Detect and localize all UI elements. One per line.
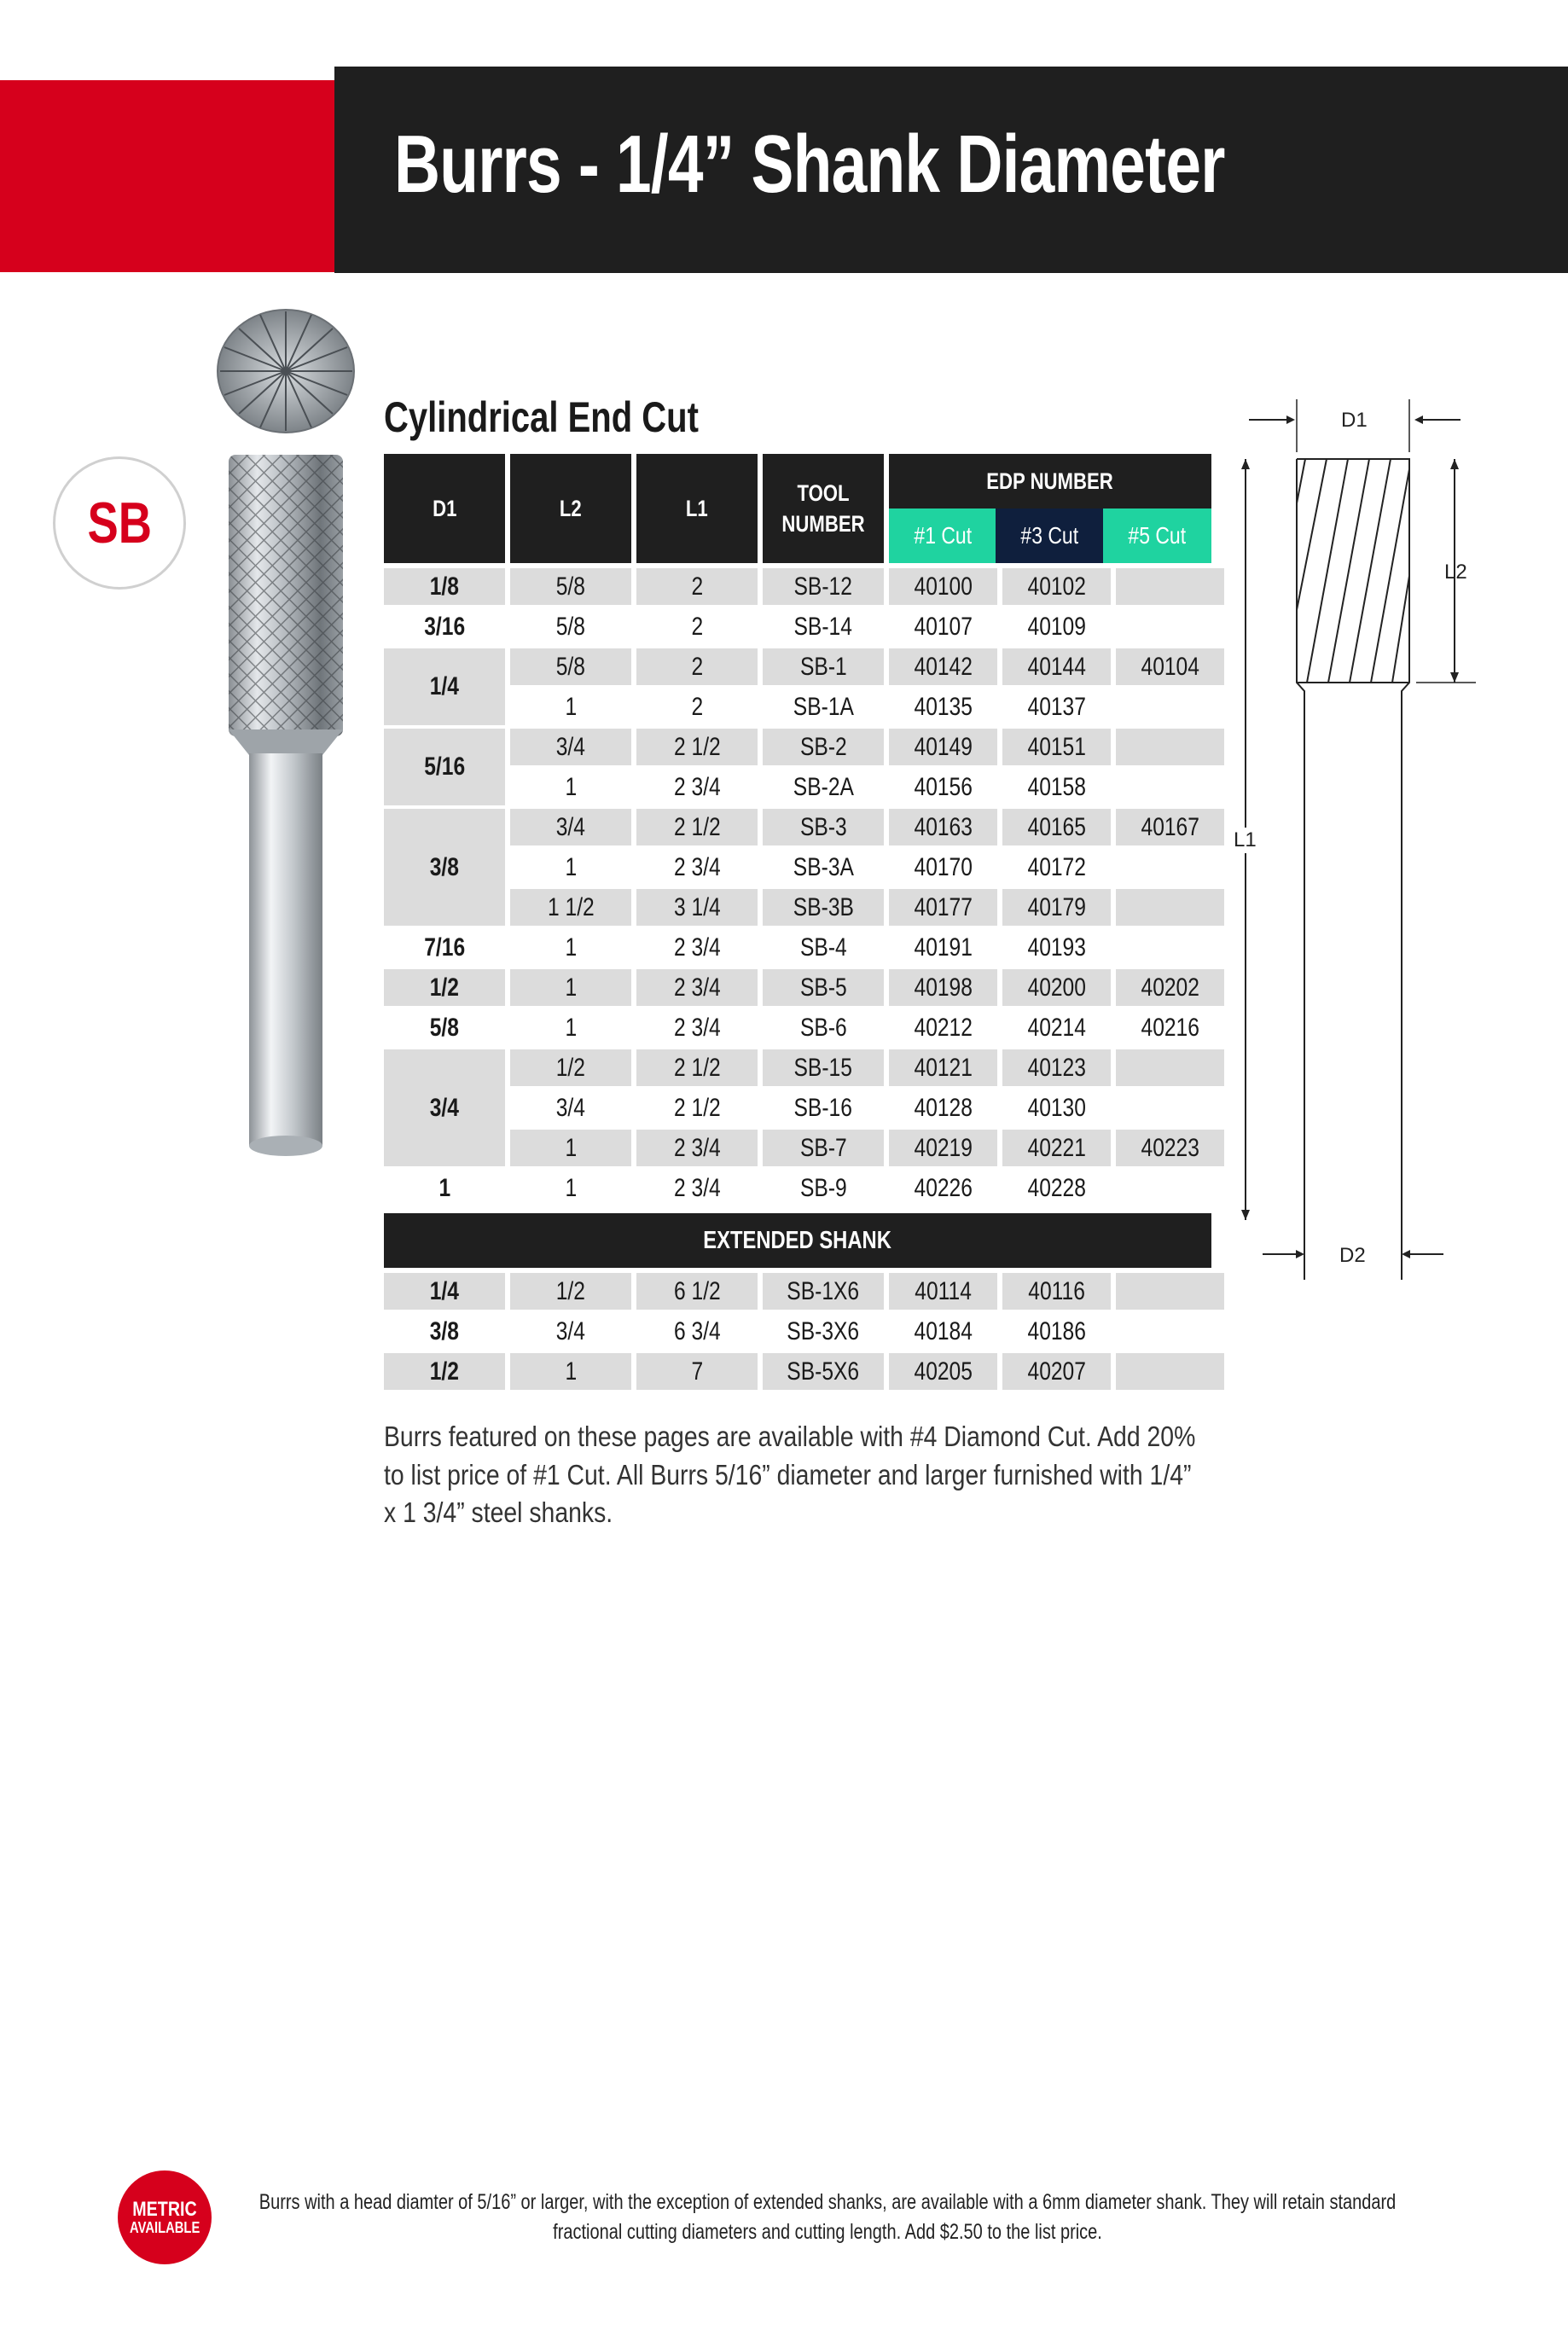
extended-shank-label: EXTENDED SHANK	[703, 1226, 892, 1254]
cell-d1	[384, 1353, 505, 1390]
diagram-label-d2: D2	[1339, 1244, 1366, 1267]
cell-cut1	[889, 849, 997, 886]
cell-l1	[636, 1353, 758, 1390]
dimension-diagram-d2	[1254, 1203, 1467, 1271]
cell-cut3-text: 40102	[1027, 572, 1086, 601]
cell-l1-text: 3 1/4	[673, 892, 721, 921]
cell-d1-spacer	[384, 648, 505, 685]
cell-l1	[636, 1170, 758, 1206]
cell-cut3-text: 40137	[1027, 692, 1086, 721]
cell-tool-number	[763, 568, 884, 605]
header-cut1: #1 Cut	[889, 508, 997, 563]
cell-cut5-text: 40167	[1141, 812, 1199, 841]
cell-tool-number	[763, 1170, 884, 1206]
cell-cut5-text: 40202	[1141, 973, 1199, 1002]
cell-cut3-text: 40144	[1027, 652, 1086, 681]
series-badge-label: SB	[87, 491, 152, 555]
cell-l2-text: 1	[565, 1013, 577, 1042]
cell-l1	[636, 729, 758, 765]
cell-l2-text: 1	[565, 1133, 577, 1162]
cell-l2-text: 1	[565, 1173, 577, 1202]
cell-cut3-text: 40193	[1027, 933, 1086, 962]
cell-tool-number	[763, 969, 884, 1006]
cell-cut3-text: 40179	[1027, 892, 1086, 921]
cell-cut3-text: 40207	[1027, 1357, 1086, 1386]
cell-d1-spacer	[384, 729, 505, 765]
cell-l1	[636, 969, 758, 1006]
cell-d1-group-text: 3/8	[429, 852, 460, 881]
cell-l1-text: 2 3/4	[673, 1013, 721, 1042]
cell-tool-number	[763, 889, 884, 926]
cell-tool-number-text: SB-5	[799, 973, 847, 1002]
cell-l1-text: 2	[691, 612, 703, 641]
table-row	[384, 568, 1224, 605]
cell-d1-group-text: 1/4	[429, 672, 460, 700]
cell-l1	[636, 849, 758, 886]
cell-cut1	[889, 1009, 997, 1046]
cell-d1-group-text: 5/16	[424, 753, 465, 781]
table-row	[384, 929, 1224, 966]
cell-l1	[636, 608, 758, 645]
cell-tool-number-text: SB-4	[799, 933, 847, 962]
table-row	[384, 769, 1224, 805]
cell-l1	[636, 648, 758, 685]
cell-cut3	[1002, 1049, 1111, 1086]
cell-tool-number	[763, 769, 884, 805]
cell-cut3	[1002, 729, 1111, 765]
cell-cut5	[1116, 929, 1224, 966]
cell-cut1	[889, 1170, 997, 1206]
cell-l1-text: 6 1/2	[673, 1276, 721, 1305]
cell-tool-number-text: SB-3B	[793, 892, 854, 921]
cell-l2	[510, 1130, 631, 1166]
cell-cut3	[1002, 1009, 1111, 1046]
cell-d1-text: 1/2	[429, 973, 460, 1002]
header-edp-number: EDP NUMBER	[889, 454, 1211, 508]
cell-tool-number	[763, 929, 884, 966]
cell-l2-text: 1/2	[555, 1053, 586, 1082]
cell-cut3-text: 40214	[1027, 1013, 1086, 1042]
cell-tool-number-text: SB-5X6	[787, 1357, 860, 1386]
cell-tool-number-text: SB-7	[799, 1133, 847, 1162]
cell-d1	[384, 568, 505, 605]
diagram-label-l2: L2	[1444, 561, 1467, 584]
table-row	[384, 608, 1224, 645]
cell-d1	[384, 1009, 505, 1046]
cell-tool-number	[763, 608, 884, 645]
cell-tool-number-text: SB-6	[799, 1013, 847, 1042]
cell-cut1-text: 40107	[914, 612, 973, 641]
cell-cut3	[1002, 1353, 1111, 1390]
cell-tool-number-text: SB-3A	[793, 852, 854, 881]
cell-tool-number-text: SB-2	[799, 732, 847, 761]
cell-cut5	[1116, 689, 1224, 725]
cell-l2	[510, 929, 631, 966]
cell-d1-spacer	[384, 889, 505, 926]
cell-l2	[510, 809, 631, 845]
cell-cut1-text: 40170	[914, 852, 973, 881]
header-d1: D1	[384, 454, 505, 563]
cell-tool-number-text: SB-16	[793, 1093, 853, 1122]
cell-l2-text: 3/4	[555, 812, 586, 841]
cell-l1	[636, 1273, 758, 1310]
cell-l1-text: 7	[691, 1357, 703, 1386]
cell-l1-text: 2 1/2	[673, 732, 721, 761]
cell-l2-text: 1	[565, 692, 577, 721]
diamond-cut-note: Burrs featured on these pages are available with #4 Diamond Cut. Add 20% to list price of #1 Cut. All Burrs 5/16” diameter and larger furnished with 1/4” x 1 3/4” steel shanks.	[384, 1421, 1196, 1529]
cell-cut1-text: 40191	[914, 933, 973, 962]
cell-tool-number-text: SB-1A	[793, 692, 854, 721]
cell-tool-number-text: SB-12	[793, 572, 853, 601]
cell-l2	[510, 1273, 631, 1310]
cell-l1-text: 2 3/4	[673, 973, 721, 1002]
cell-cut1	[889, 969, 997, 1006]
header-l2: L2	[510, 454, 631, 563]
table-row	[384, 1273, 1224, 1310]
header-red-band	[0, 80, 341, 272]
cell-l2	[510, 729, 631, 765]
cell-cut3	[1002, 849, 1111, 886]
table-row	[384, 1170, 1224, 1206]
section-title: Cylindrical End Cut	[384, 393, 699, 441]
cell-cut1	[889, 809, 997, 845]
cell-l1-text: 2	[691, 652, 703, 681]
cell-d1-text: 5/8	[429, 1013, 460, 1042]
cell-l2	[510, 849, 631, 886]
diagram-label-d1: D1	[1341, 409, 1368, 432]
header-cut5: #5 Cut	[1103, 508, 1211, 563]
cell-cut5	[1116, 568, 1224, 605]
table-row	[384, 1090, 1224, 1126]
cell-l2	[510, 1170, 631, 1206]
cell-tool-number-text: SB-1	[799, 652, 847, 681]
table-row	[384, 1130, 1224, 1166]
cell-l2-text: 1 1/2	[547, 892, 595, 921]
cell-d1	[384, 1313, 505, 1350]
cell-d1-spacer	[384, 849, 505, 886]
cell-l1	[636, 1313, 758, 1350]
cell-tool-number	[763, 1313, 884, 1350]
cell-l1-text: 2 3/4	[673, 933, 721, 962]
cell-cut3-text: 40200	[1027, 973, 1086, 1002]
cell-d1-text: 1/2	[429, 1357, 460, 1386]
cell-cut3-text: 40109	[1027, 612, 1086, 641]
cell-d1	[384, 969, 505, 1006]
cell-cut1	[889, 608, 997, 645]
cell-l1-text: 2 3/4	[673, 1133, 721, 1162]
cell-cut1-text: 40100	[914, 572, 973, 601]
cell-cut1	[889, 729, 997, 765]
cell-l2-text: 1	[565, 852, 577, 881]
footer-note: Burrs with a head diamter of 5/16” or larger, with the exception of extended shanks, are available with a 6mm diameter shank. They will retain standard fractional cutting diameters and cutting length. Add $2.50 to the list price.	[258, 2190, 1397, 2244]
cell-tool-number	[763, 809, 884, 845]
cell-cut5	[1116, 889, 1224, 926]
cell-l1-text: 6 3/4	[673, 1316, 721, 1345]
cell-cut1-text: 40142	[914, 652, 973, 681]
cell-cut1-text: 40226	[914, 1173, 973, 1202]
cell-cut3	[1002, 969, 1111, 1006]
cell-cut3	[1002, 608, 1111, 645]
cell-l2	[510, 1049, 631, 1086]
cell-cut5	[1116, 1313, 1224, 1350]
cell-cut5	[1116, 608, 1224, 645]
cell-l1-text: 2 1/2	[673, 812, 721, 841]
table-row	[384, 689, 1224, 725]
cell-cut1-text: 40177	[914, 892, 973, 921]
cell-cut1	[889, 1130, 997, 1166]
cell-cut1-text: 40212	[914, 1013, 973, 1042]
cell-l2	[510, 889, 631, 926]
cell-cut5	[1116, 1049, 1224, 1086]
cell-cut3	[1002, 769, 1111, 805]
cell-cut3-text: 40221	[1027, 1133, 1086, 1162]
cell-l1	[636, 769, 758, 805]
cell-tool-number	[763, 1130, 884, 1166]
cell-l2	[510, 1009, 631, 1046]
cell-l2-text: 3/4	[555, 732, 586, 761]
cell-cut1	[889, 1273, 997, 1310]
cell-cut1	[889, 1090, 997, 1126]
table-row	[384, 1313, 1224, 1350]
cell-l2	[510, 648, 631, 685]
cell-cut3-text: 40172	[1027, 852, 1086, 881]
series-badge	[53, 456, 186, 590]
cell-d1-spacer	[384, 1130, 505, 1166]
cell-tool-number-text: SB-9	[799, 1173, 847, 1202]
burr-tool-image	[213, 303, 358, 1173]
cell-cut5-text: 40223	[1141, 1133, 1199, 1162]
cell-l2	[510, 1313, 631, 1350]
cell-l1-text: 2	[691, 572, 703, 601]
cell-cut3-text: 40123	[1027, 1053, 1086, 1082]
cell-cut3	[1002, 1090, 1111, 1126]
cell-d1-spacer	[384, 769, 505, 805]
cell-cut3	[1002, 889, 1111, 926]
cell-cut1	[889, 1049, 997, 1086]
cell-cut3-text: 40228	[1027, 1173, 1086, 1202]
cell-d1-spacer	[384, 1049, 505, 1086]
cell-d1-spacer	[384, 809, 505, 845]
cell-tool-number-text: SB-15	[793, 1053, 853, 1082]
cell-cut1	[889, 889, 997, 926]
cell-cut5	[1116, 849, 1224, 886]
cell-cut3-text: 40158	[1027, 772, 1086, 801]
cell-d1	[384, 929, 505, 966]
cell-l1	[636, 1009, 758, 1046]
cell-l2	[510, 1090, 631, 1126]
cell-l1-text: 2	[691, 692, 703, 721]
cell-l2	[510, 769, 631, 805]
cell-l2-text: 5/8	[555, 652, 586, 681]
cell-cut3-text: 40186	[1027, 1316, 1086, 1345]
cell-cut1	[889, 769, 997, 805]
cell-tool-number-text: SB-2A	[793, 772, 854, 801]
metric-available-badge	[118, 2170, 212, 2264]
table-row	[384, 849, 1224, 886]
cell-cut5	[1116, 969, 1224, 1006]
extended-shank-header	[384, 1213, 1211, 1268]
cell-cut3	[1002, 809, 1111, 845]
cell-d1-text: 1/8	[429, 572, 460, 601]
cell-l1	[636, 1090, 758, 1126]
cell-cut3	[1002, 1130, 1111, 1166]
cell-cut5	[1116, 1090, 1224, 1126]
cell-l2-text: 1	[565, 973, 577, 1002]
cell-d1-spacer	[384, 689, 505, 725]
cell-d1-text: 1/4	[429, 1276, 460, 1305]
cell-tool-number	[763, 849, 884, 886]
cell-cut5	[1116, 1273, 1224, 1310]
table-row	[384, 1049, 1224, 1086]
cell-cut1-text: 40128	[914, 1093, 973, 1122]
cell-cut5	[1116, 1130, 1224, 1166]
cell-cut1-text: 40135	[914, 692, 973, 721]
cell-l2	[510, 969, 631, 1006]
cell-d1-text: 1	[438, 1173, 450, 1202]
cell-l1	[636, 1130, 758, 1166]
cell-l1-text: 2 1/2	[673, 1093, 721, 1122]
cell-l2	[510, 1353, 631, 1390]
cell-d1-group-text: 3/4	[429, 1093, 460, 1122]
cell-l2-text: 5/8	[555, 572, 586, 601]
cell-cut1-text: 40149	[914, 732, 973, 761]
cell-cut1-text: 40114	[915, 1276, 972, 1305]
cell-l1	[636, 929, 758, 966]
cell-l2-text: 3/4	[555, 1316, 586, 1345]
cell-cut5-text: 40216	[1141, 1013, 1199, 1042]
cell-cut5	[1116, 648, 1224, 685]
table-row	[384, 889, 1224, 926]
table-row	[384, 1353, 1224, 1390]
cell-d1-text: 7/16	[424, 933, 465, 962]
cell-cut5	[1116, 1170, 1224, 1206]
header-cut3: #3 Cut	[996, 508, 1104, 563]
cell-l1-text: 2 3/4	[673, 772, 721, 801]
cell-cut5	[1116, 729, 1224, 765]
cell-cut1-text: 40219	[914, 1133, 973, 1162]
cell-cut5	[1116, 1353, 1224, 1390]
cell-l1	[636, 1049, 758, 1086]
cell-tool-number	[763, 689, 884, 725]
cell-l2	[510, 689, 631, 725]
cell-tool-number	[763, 1090, 884, 1126]
cell-cut3	[1002, 648, 1111, 685]
cell-tool-number	[763, 1273, 884, 1310]
cell-cut3	[1002, 1273, 1111, 1310]
cell-l1	[636, 809, 758, 845]
cell-l2-text: 1	[565, 1357, 577, 1386]
cell-l1	[636, 889, 758, 926]
cell-cut3-text: 40151	[1027, 732, 1086, 761]
metric-badge-line2: AVAILABLE	[129, 2219, 200, 2237]
cell-d1-text: 3/16	[424, 612, 465, 641]
cell-tool-number	[763, 1353, 884, 1390]
cell-l1-text: 2 1/2	[673, 1053, 721, 1082]
cell-cut1	[889, 1353, 997, 1390]
cell-cut5	[1116, 1009, 1224, 1046]
cell-d1	[384, 1273, 505, 1310]
cell-cut1-text: 40205	[914, 1357, 973, 1386]
cell-cut3-text: 40165	[1027, 812, 1086, 841]
cell-l2-text: 1	[565, 933, 577, 962]
cell-tool-number	[763, 729, 884, 765]
table-row	[384, 1009, 1224, 1046]
cell-l1	[636, 689, 758, 725]
cell-d1-spacer	[384, 1090, 505, 1126]
cell-l2-text: 3/4	[555, 1093, 586, 1122]
cell-cut3	[1002, 1313, 1111, 1350]
cell-cut1	[889, 689, 997, 725]
cell-cut5	[1116, 809, 1224, 845]
cell-l2-text: 1/2	[555, 1276, 586, 1305]
cell-cut3	[1002, 1170, 1111, 1206]
cell-d1-text: 3/8	[429, 1316, 460, 1345]
cell-tool-number	[763, 1009, 884, 1046]
page-title: Burrs - 1/4” Shank Diameter	[394, 119, 1225, 210]
cell-tool-number-text: SB-3	[799, 812, 847, 841]
cell-cut5-text: 40104	[1141, 652, 1199, 681]
cell-cut3	[1002, 929, 1111, 966]
header-tool-number: TOOL NUMBER	[763, 454, 884, 563]
cell-cut5	[1116, 769, 1224, 805]
cell-cut3-text: 40116	[1028, 1276, 1085, 1305]
cell-l2	[510, 608, 631, 645]
cell-tool-number	[763, 648, 884, 685]
cell-tool-number-text: SB-3X6	[787, 1316, 860, 1345]
cell-l1-text: 2 3/4	[673, 852, 721, 881]
cell-cut1-text: 40198	[914, 973, 973, 1002]
cell-cut1	[889, 1313, 997, 1350]
cell-l2-text: 5/8	[555, 612, 586, 641]
cell-cut1-text: 40121	[914, 1053, 973, 1082]
header-l1: L1	[636, 454, 758, 563]
cell-tool-number-text: SB-14	[793, 612, 853, 641]
cell-d1	[384, 608, 505, 645]
dimension-diagram	[1228, 392, 1484, 1280]
table-row	[384, 969, 1224, 1006]
table-row	[384, 729, 1224, 765]
cell-tool-number	[763, 1049, 884, 1086]
cell-cut1	[889, 568, 997, 605]
cell-l1-text: 2 3/4	[673, 1173, 721, 1202]
cell-cut1-text: 40163	[914, 812, 973, 841]
table-row	[384, 809, 1224, 845]
diagram-label-l1: L1	[1234, 828, 1257, 851]
cell-l2-text: 1	[565, 772, 577, 801]
table-row	[384, 648, 1224, 685]
cell-cut3-text: 40130	[1027, 1093, 1086, 1122]
cell-cut3	[1002, 689, 1111, 725]
cell-cut1-text: 40184	[914, 1316, 973, 1345]
cell-cut1	[889, 648, 997, 685]
cell-l2	[510, 568, 631, 605]
cell-cut1	[889, 929, 997, 966]
cell-cut3	[1002, 568, 1111, 605]
cell-tool-number-text: SB-1X6	[787, 1276, 860, 1305]
cell-d1	[384, 1170, 505, 1206]
cell-l1	[636, 568, 758, 605]
metric-badge-line1: METRIC	[132, 2197, 197, 2221]
cell-cut1-text: 40156	[914, 772, 973, 801]
